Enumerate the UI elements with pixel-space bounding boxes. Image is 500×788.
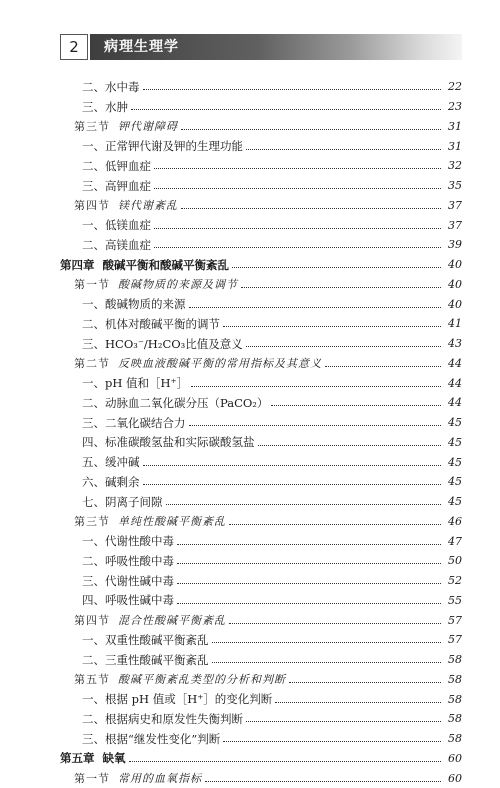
dot-leader [258, 445, 442, 446]
toc-page-number: 41 [448, 317, 462, 331]
toc-label-text: 三、二氧化碳结合力 [82, 415, 186, 430]
toc-section[interactable] [60, 768, 462, 788]
dot-leader [129, 761, 442, 762]
toc-item[interactable] [60, 709, 462, 729]
dot-leader [154, 228, 441, 229]
toc-page-number: 44 [448, 356, 462, 370]
toc-item[interactable] [60, 729, 462, 749]
toc-page-number: 60 [448, 751, 462, 765]
toc-label-text: 一、正常钾代谢及钾的生理功能 [82, 139, 243, 154]
toc-label [60, 99, 128, 115]
toc-page-number: 45 [448, 475, 462, 489]
toc-label-text: 二、高镁血症 [82, 237, 151, 252]
toc-item[interactable] [60, 413, 462, 433]
toc-section[interactable] [60, 275, 462, 295]
toc-page-number: 58 [448, 692, 462, 706]
toc-label [60, 711, 243, 727]
toc-label-text: 第五章 [60, 751, 95, 766]
toc-label-text: 第五节 [74, 673, 110, 687]
toc-label-text: 一、代谢性酸中毒 [82, 534, 174, 549]
toc-label [60, 257, 229, 273]
toc-page-number: 37 [448, 198, 462, 212]
dot-leader [246, 346, 441, 347]
toc-item[interactable] [60, 334, 462, 354]
toc-heading-name: 单纯性酸碱平衡紊乱 [118, 515, 226, 529]
toc-page-number: 47 [448, 534, 462, 548]
toc-label [60, 316, 220, 332]
toc-item[interactable] [60, 136, 462, 156]
dot-leader [212, 642, 442, 643]
toc-item[interactable] [60, 373, 462, 393]
toc-label [60, 118, 178, 134]
toc-chapter[interactable] [60, 749, 462, 769]
toc-page-number: 35 [448, 179, 462, 193]
toc-label [60, 415, 186, 431]
toc-label-text: 第四节 [74, 614, 110, 628]
toc-label [60, 770, 202, 786]
toc-label-text: 二、呼吸性酸中毒 [82, 553, 174, 568]
toc-page-number: 58 [448, 712, 462, 726]
toc-label-text: 二、低钾血症 [82, 158, 151, 173]
toc-item[interactable] [60, 294, 462, 314]
toc-label [60, 632, 209, 648]
toc-label-text: 二、机体对酸碱平衡的调节 [82, 316, 220, 331]
toc-section[interactable] [60, 354, 462, 374]
dot-leader [241, 287, 441, 288]
toc-item[interactable] [60, 235, 462, 255]
toc-label [60, 494, 163, 510]
toc-page-number: 39 [448, 238, 462, 252]
dot-leader [205, 781, 441, 782]
toc-label [60, 474, 140, 490]
toc-label [60, 395, 268, 411]
toc-page-number: 40 [448, 297, 462, 311]
toc-label [60, 454, 140, 470]
toc-item[interactable] [60, 531, 462, 551]
dot-leader [131, 109, 441, 110]
table-of-contents [60, 77, 462, 788]
toc-item[interactable] [60, 97, 462, 117]
toc-item[interactable] [60, 472, 462, 492]
toc-page-number: 57 [448, 613, 462, 627]
dot-leader [177, 603, 441, 604]
toc-page-number: 57 [448, 633, 462, 647]
toc-label [60, 750, 126, 766]
toc-item[interactable] [60, 393, 462, 413]
toc-heading-name: 反映血液酸碱平衡的常用指标及其意义 [118, 357, 322, 371]
toc-item[interactable] [60, 650, 462, 670]
toc-label-text: 一、根据 pH 值或［H⁺］的变化判断 [82, 692, 273, 707]
dot-leader [143, 89, 442, 90]
toc-heading-name: 钾代谢障碍 [118, 120, 178, 134]
dot-leader [181, 129, 441, 130]
dot-leader [229, 623, 441, 624]
dot-leader [166, 504, 442, 505]
toc-heading-name: 镁代谢紊乱 [118, 199, 178, 213]
toc-heading-name: 酸碱物质的来源及调节 [118, 278, 238, 292]
toc-label-text: 六、碱剩余 [82, 474, 140, 489]
dot-leader [154, 247, 441, 248]
toc-label [60, 513, 226, 529]
toc-page-number: 60 [448, 771, 462, 785]
toc-page-number: 40 [448, 258, 462, 272]
toc-item[interactable] [60, 571, 462, 591]
toc-label-text: 三、根据“继发性变化”判断 [82, 731, 221, 746]
toc-page-number: 58 [448, 732, 462, 746]
toc-label-text: 五、缓冲碱 [82, 455, 140, 470]
page-header [60, 34, 462, 60]
toc-page-number: 43 [448, 337, 462, 351]
toc-label [60, 533, 174, 549]
dot-leader [289, 682, 441, 683]
toc-label-text: 七、阴离子间隙 [82, 494, 163, 509]
dot-leader [177, 563, 441, 564]
toc-label-text: 第三节 [74, 120, 110, 134]
toc-page-number: 23 [448, 100, 462, 114]
toc-label-text: 一、pH 值和［H⁺］ [82, 376, 189, 391]
toc-label-text: 二、水中毒 [82, 79, 140, 94]
dot-leader [191, 386, 441, 387]
toc-label [60, 573, 174, 589]
toc-item[interactable] [60, 689, 462, 709]
dot-leader [143, 465, 442, 466]
toc-label [60, 355, 322, 371]
dot-leader [223, 326, 441, 327]
toc-heading-name: 混合性酸碱平衡紊乱 [118, 614, 226, 628]
toc-label-text: 一、双重性酸碱平衡紊乱 [82, 632, 209, 647]
toc-page-number: 44 [448, 376, 462, 390]
toc-label-text: 第二节 [74, 357, 110, 371]
toc-item[interactable] [60, 433, 462, 453]
toc-page-number: 52 [448, 574, 462, 588]
toc-label-text: 三、水肿 [82, 99, 128, 114]
toc-label [60, 178, 151, 194]
dot-leader [189, 307, 442, 308]
toc-page-number: 45 [448, 435, 462, 449]
toc-heading-name: 常用的血氧指标 [118, 772, 202, 786]
toc-label-text: 第四节 [74, 199, 110, 213]
toc-label [60, 336, 243, 352]
toc-label-text: 二、三重性酸碱平衡紊乱 [82, 652, 209, 667]
toc-label-text: 四、标准碳酸氢盐和实际碳酸氢盐 [82, 435, 255, 450]
toc-label-text: 四、呼吸性碱中毒 [82, 593, 174, 608]
toc-page-number: 31 [448, 119, 462, 133]
toc-page-number: 58 [448, 653, 462, 667]
toc-label-text: 二、根据病史和原发性失衡判断 [82, 711, 243, 726]
dot-leader [232, 267, 441, 268]
toc-label-text: 三、代谢性碱中毒 [82, 573, 174, 588]
toc-label [60, 197, 178, 213]
toc-label [60, 296, 186, 312]
dot-leader [154, 188, 441, 189]
dot-leader [177, 544, 441, 545]
dot-leader [271, 405, 441, 406]
toc-label [60, 158, 151, 174]
toc-page-number: 50 [448, 554, 462, 568]
toc-section[interactable] [60, 117, 462, 137]
toc-item[interactable] [60, 551, 462, 571]
dot-leader [189, 425, 442, 426]
toc-page-number: 45 [448, 495, 462, 509]
toc-item[interactable] [60, 630, 462, 650]
toc-page-number: 45 [448, 455, 462, 469]
toc-chapter[interactable] [60, 255, 462, 275]
toc-label [60, 237, 151, 253]
toc-label [60, 671, 286, 687]
toc-label [60, 612, 226, 628]
toc-label [60, 691, 272, 707]
dot-leader [177, 583, 441, 584]
toc-label-text: 三、HCO₃⁻/H₂CO₃比值及意义 [82, 336, 243, 351]
dot-leader [143, 484, 442, 485]
toc-label [60, 592, 174, 608]
toc-label [60, 652, 209, 668]
dot-leader [275, 702, 441, 703]
page-number: 2 [60, 34, 88, 60]
toc-label [60, 553, 174, 569]
toc-item[interactable] [60, 215, 462, 235]
toc-section[interactable] [60, 610, 462, 630]
toc-item[interactable] [60, 452, 462, 472]
dot-leader [229, 524, 441, 525]
toc-page-number: 58 [448, 672, 462, 686]
toc-item[interactable] [60, 156, 462, 176]
dot-leader [246, 721, 441, 722]
toc-item[interactable] [60, 176, 462, 196]
toc-label-text: 一、低镁血症 [82, 218, 151, 233]
dot-leader [325, 366, 441, 367]
toc-page-number: 45 [448, 416, 462, 430]
toc-item[interactable] [60, 77, 462, 97]
toc-label [60, 217, 151, 233]
toc-label [60, 138, 243, 154]
toc-page-number: 22 [448, 80, 462, 94]
dot-leader [223, 741, 441, 742]
toc-label-text: 一、酸碱物质的来源 [82, 297, 186, 312]
toc-page-number: 55 [448, 593, 462, 607]
toc-section[interactable] [60, 670, 462, 690]
book-title: 病理生理学 [104, 39, 179, 55]
dot-leader [154, 168, 441, 169]
toc-page-number: 44 [448, 396, 462, 410]
toc-label-text: 第一节 [74, 772, 110, 786]
toc-label-text: 第三节 [74, 515, 110, 529]
toc-label-text: 第四章 [60, 257, 95, 272]
toc-label [60, 375, 188, 391]
toc-label-text: 二、动脉血二氧化碳分压（PaCO₂） [82, 395, 269, 410]
toc-page-number: 31 [448, 139, 462, 153]
toc-label-text: 三、高钾血症 [82, 178, 151, 193]
toc-label-text: 第一节 [74, 278, 110, 292]
dot-leader [181, 208, 441, 209]
toc-item[interactable] [60, 492, 462, 512]
dot-leader [246, 149, 441, 150]
toc-label [60, 276, 238, 292]
toc-item[interactable] [60, 591, 462, 611]
toc-page-number: 37 [448, 218, 462, 232]
title-bar [90, 34, 462, 60]
toc-heading-name: 酸碱平衡紊乱类型的分析和判断 [118, 673, 286, 687]
toc-item[interactable] [60, 314, 462, 334]
toc-section[interactable] [60, 196, 462, 216]
toc-section[interactable] [60, 512, 462, 532]
toc-page-number: 40 [448, 277, 462, 291]
toc-label [60, 434, 255, 450]
toc-page-number: 46 [448, 514, 462, 528]
toc-page-number: 32 [448, 159, 462, 173]
toc-label [60, 79, 140, 95]
dot-leader [212, 662, 442, 663]
toc-label [60, 731, 220, 747]
toc-heading-name: 酸碱平衡和酸碱平衡紊乱 [102, 257, 229, 272]
toc-heading-name: 缺氧 [102, 751, 126, 766]
